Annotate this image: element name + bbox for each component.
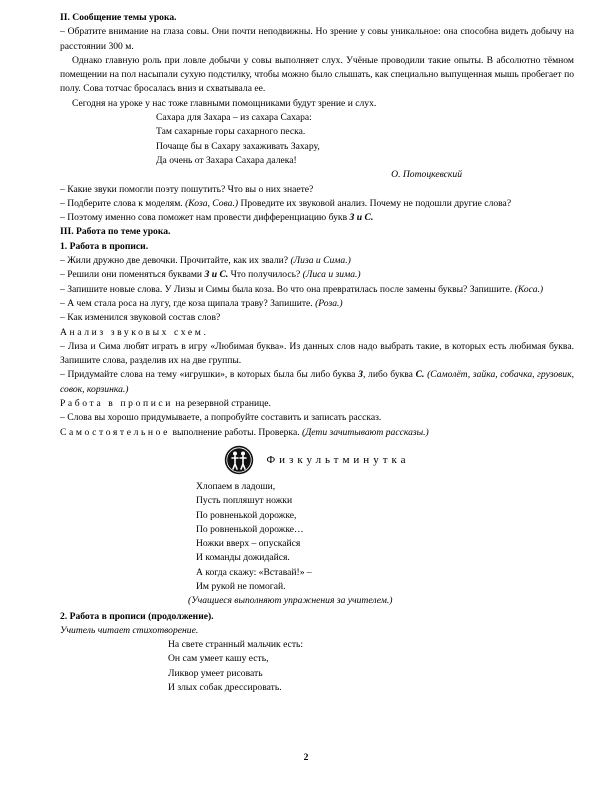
exercise-line: – Слова вы хорошо придумываете, а попробуйте составить и записать рассказ. xyxy=(60,412,382,424)
poem-line: Сахара для Захара – из сахара Сахара: xyxy=(156,112,312,124)
line-text: – Решили они поменяться буквами xyxy=(60,269,205,281)
paragraph: Однако главную роль при ловле добычи у совы выполняет слух. Учёные проводили такие опыты. В абсолютно тёмном помещении на пол насыпали сухую подстилку, чтобы можно было слышать, как специально выпущенная мышь пробегает по полу. Сова тотчас бросалась вниз и схватывала ее. xyxy=(60,54,574,95)
answer-italic: (Коза, Сова.) xyxy=(185,197,239,209)
letters: З и С. xyxy=(204,269,229,281)
poem-line: И команды дожидайся. xyxy=(196,552,290,564)
letters: З и С. xyxy=(349,212,374,224)
paragraph: – Обратите внимание на глаза совы. Они почти неподвижны. Но зрение у совы уникальное: она способна видеть добычу на расстоянии 300 м. xyxy=(60,26,574,52)
answer-italic: (Роза.) xyxy=(315,297,343,309)
poem-line: Ликвор умеет рисовать xyxy=(168,667,263,679)
question: – Какие звуки помогли поэту пошутить? Что вы о них знаете? xyxy=(60,183,314,195)
line-text: – Жили дружно две девочки. Прочитайте, как их звали? xyxy=(60,255,291,267)
question xyxy=(60,211,574,225)
exercise-line xyxy=(60,268,574,282)
line-text: – А чем стала роса на лугу, где коза щипала траву? Запишите. xyxy=(60,297,316,309)
paragraph: Сегодня на уроке у нас тоже главными помощниками будут зрение и слух. xyxy=(72,97,377,109)
question-text: Проведите их звуковой анализ. Почему не подошли другие слова? xyxy=(238,197,512,209)
poem-line: Хлопаем в ладоши, xyxy=(196,480,276,492)
answer-italic: (Лиза и Сима.) xyxy=(290,255,351,267)
page-content xyxy=(60,11,574,695)
poem-line: Ножки вверх – опускайся xyxy=(196,538,301,550)
line-text: выполнение работы. Проверка. xyxy=(170,426,302,438)
poem-line: Да очень от Захара Сахара далека! xyxy=(156,154,297,166)
poem-line: По ровненькой дорожке… xyxy=(196,523,304,535)
section-heading: II. Сообщение темы урока. xyxy=(60,12,177,23)
subsection-heading: 2. Работа в прописи (продолжение). xyxy=(60,610,214,622)
exercise-line xyxy=(60,283,574,297)
subsection-heading: 1. Работа в прописи. xyxy=(60,240,149,252)
poem-author: О. Потоцкевский xyxy=(391,169,462,181)
exercise-line xyxy=(60,368,574,397)
activity-title: Работа в прописи xyxy=(60,398,174,410)
exercise-line xyxy=(60,397,574,411)
teacher-note: Учитель читает стихотворение. xyxy=(60,624,199,636)
poem-line: А когда скажу: «Вставай!» – xyxy=(196,566,312,578)
question-text: – Поэтому именно сова поможет нам провести дифференциацию букв xyxy=(60,212,350,224)
answer-italic: (Лиса и зима.) xyxy=(302,269,361,281)
page-number: 2 xyxy=(303,752,309,763)
two-figures-icon xyxy=(224,445,254,475)
exercise-line: – Лиза и Сима любят играть в игру «Любимая буква». Из данных слов надо выбрать такие, в которых есть любимая буква. Запишите слова, разделив их на две группы. xyxy=(60,340,574,367)
exercise-line xyxy=(60,254,574,268)
line-text: на резервной странице. xyxy=(173,398,271,410)
question-text: – Подберите слова к моделям. xyxy=(60,197,186,209)
letter: З xyxy=(358,369,363,381)
physed-header xyxy=(60,445,574,475)
exercise-line xyxy=(60,426,574,440)
section-heading: III. Работа по теме урока. xyxy=(60,226,171,238)
exercise-line: – Как изменился звуковой состав слов? xyxy=(60,312,221,324)
line-text: , либо буква xyxy=(362,369,416,381)
line-text: Что получилось? xyxy=(228,269,303,281)
poem-line: На свете странный мальчик есть: xyxy=(168,639,304,651)
poem-line: Почаще бы в Сахару захаживать Захару, xyxy=(156,140,320,152)
poem-line: Там сахарные горы сахарного песка. xyxy=(156,126,306,138)
poem-line: Пусть попляшут ножки xyxy=(196,495,293,507)
question xyxy=(60,197,574,211)
answer-italic: (Дети зачитывают рассказы.) xyxy=(302,426,429,438)
poem-line: По ровненькой дорожке, xyxy=(196,509,297,521)
line-text: – Придумайте слова на тему «игрушки», в которых была бы либо буква xyxy=(60,369,359,381)
activity-title: Анализ звуковых схем. xyxy=(60,326,209,338)
answer-italic: (Самолёт, зайка, собачка, грузовик, совок, корзинка.) xyxy=(60,369,574,395)
poem-line: Им рукой не помогай. xyxy=(196,580,286,592)
poem-line: И злых собак дрессировать. xyxy=(168,682,282,694)
poem-line: Он сам умеет кашу есть, xyxy=(168,653,269,665)
answer-italic: (Коса.) xyxy=(514,283,544,295)
physed-caption: (Учащиеся выполняют упражнения за учителем.) xyxy=(188,595,393,607)
activity-title: Самостоятельное xyxy=(60,426,171,438)
physed-title: Физкультминутка xyxy=(266,453,410,466)
letter: С. xyxy=(415,369,425,381)
exercise-line xyxy=(60,297,574,311)
line-text: – Запишите новые слова. У Лизы и Симы была коза. Во что она превратилась после замены буквы? Запишите. xyxy=(60,283,515,295)
